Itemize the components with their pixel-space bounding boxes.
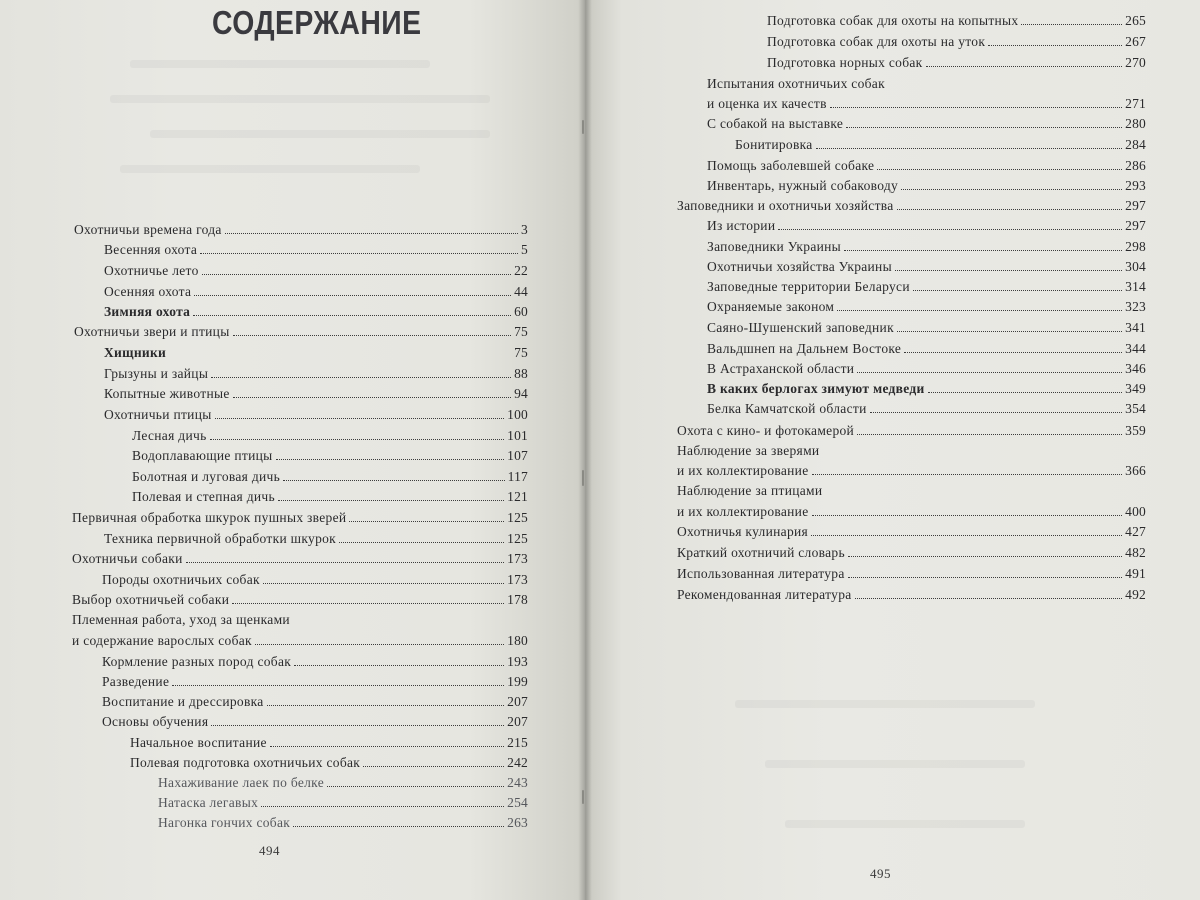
toc-entry[interactable] <box>104 284 528 299</box>
toc-entry[interactable] <box>104 242 528 257</box>
toc-entry[interactable] <box>707 96 1146 111</box>
toc-entry-title: Бонитировка <box>735 137 813 152</box>
toc-entry-title: Охотничьи времена года <box>74 222 222 237</box>
leader-dots <box>263 583 504 584</box>
toc-entry[interactable] <box>707 320 1146 335</box>
leader-dots <box>327 786 504 787</box>
toc-entry-title: Воспитание и дрессировка <box>102 694 264 709</box>
leader-dots <box>1021 24 1122 25</box>
toc-entry[interactable] <box>132 448 528 463</box>
leader-dots <box>897 209 1123 210</box>
toc-entry-page: 366 <box>1125 463 1146 478</box>
toc-entry-page: 125 <box>507 531 528 546</box>
left-page <box>0 0 585 900</box>
toc-entry-title: Охотничьи собаки <box>72 551 183 566</box>
toc-entry[interactable] <box>104 386 528 401</box>
toc-entry-page: 121 <box>507 489 528 504</box>
toc-entry[interactable] <box>707 341 1146 356</box>
leader-dots <box>812 515 1123 516</box>
toc-entry-title: Подготовка собак для охоты на уток <box>767 34 986 49</box>
toc-entry-title: Техника первичной обработки шкурок <box>104 531 337 546</box>
leader-dots <box>283 480 505 481</box>
toc-entry-page: 346 <box>1125 361 1146 376</box>
leader-dots <box>200 253 518 254</box>
leader-dots <box>225 233 518 234</box>
leader-dots <box>901 189 1122 190</box>
toc-entry[interactable] <box>677 587 1146 602</box>
leader-dots <box>232 603 504 604</box>
toc-entry[interactable] <box>158 795 528 810</box>
toc-entry[interactable] <box>72 510 528 525</box>
toc-entry-page: 117 <box>507 469 528 484</box>
toc-entry-page: 359 <box>1125 423 1146 438</box>
leader-dots <box>210 439 505 440</box>
toc-entry-title: Подготовка собак для охоты на копытных <box>767 13 1019 28</box>
toc-entry-page: 215 <box>507 735 528 750</box>
toc-entry-title: Хищники <box>104 345 167 360</box>
leader-dots <box>193 315 511 316</box>
toc-entry-title: Выбор охотничьей собаки <box>72 592 230 607</box>
toc-entry-title: Подготовка норных собак <box>767 55 923 70</box>
toc-entry[interactable] <box>707 239 1146 254</box>
toc-entry-title: С собакой на выставке <box>707 116 844 131</box>
leader-dots <box>339 542 504 543</box>
binding-stitch <box>582 790 584 804</box>
toc-entry-title: Вальдшнеп на Дальнем Востоке <box>707 341 902 356</box>
leader-dots <box>186 562 505 563</box>
toc-entry-page: 297 <box>1125 218 1146 233</box>
leader-dots <box>267 705 505 706</box>
right-page <box>585 0 1200 900</box>
toc-entry[interactable] <box>102 694 528 709</box>
leader-dots <box>844 250 1122 251</box>
toc-entry-title: Грызуны и зайцы <box>104 366 209 381</box>
toc-entry-title: Из истории <box>707 218 776 233</box>
toc-entry[interactable] <box>72 551 528 566</box>
toc-entry[interactable] <box>707 218 1146 233</box>
toc-entry-title: Копытные животные <box>104 386 230 401</box>
toc-entry[interactable] <box>104 345 528 360</box>
toc-entry-title: Весенняя охота <box>104 242 198 257</box>
toc-entry-title: Породы охотничьих собак <box>102 572 260 587</box>
leader-dots <box>211 377 511 378</box>
toc-entry-page: 100 <box>507 407 528 422</box>
toc-left <box>0 0 585 900</box>
leader-dots <box>988 45 1122 46</box>
binding-stitch <box>582 120 584 134</box>
leader-dots <box>294 665 504 666</box>
toc-entry-title: Разведение <box>102 674 170 689</box>
leader-dots <box>194 295 511 296</box>
toc-entry-page: 125 <box>507 510 528 525</box>
toc-entry[interactable] <box>132 428 528 443</box>
toc-entry-page: 344 <box>1125 341 1146 356</box>
toc-entry-page: 491 <box>1125 566 1146 581</box>
toc-entry-title: Заповедники Украины <box>707 239 842 254</box>
toc-entry-page: 341 <box>1125 320 1146 335</box>
toc-entry-title: Заповедные территории Беларуси <box>707 279 910 294</box>
toc-entry-page: 400 <box>1125 504 1146 519</box>
toc-entry-page: 304 <box>1125 259 1146 274</box>
toc-entry-page: 22 <box>514 263 528 278</box>
toc-entry[interactable] <box>130 755 528 770</box>
toc-entry-page: 173 <box>507 572 528 587</box>
toc-entry-page: 323 <box>1125 299 1146 314</box>
toc-entry-title: Начальное воспитание <box>130 735 267 750</box>
toc-entry-page: 75 <box>514 324 528 339</box>
leader-dots <box>857 434 1122 435</box>
toc-entry[interactable] <box>677 504 1146 519</box>
toc-entry-title: Водоплавающие птицы <box>132 448 273 463</box>
toc-entry-title: Осенняя охота <box>104 284 192 299</box>
toc-entry[interactable] <box>72 633 528 648</box>
toc-entry-page: 286 <box>1125 158 1146 173</box>
toc-entry[interactable] <box>677 566 1146 581</box>
toc-entry-title: Краткий охотничий словарь <box>677 545 845 560</box>
toc-entry-title: Охотничье лето <box>104 263 199 278</box>
leader-dots <box>363 766 504 767</box>
toc-entry[interactable] <box>158 815 528 830</box>
toc-entry-page: 178 <box>507 592 528 607</box>
leader-dots <box>812 474 1123 475</box>
toc-entry[interactable] <box>677 545 1146 560</box>
toc-entry[interactable] <box>72 592 528 607</box>
leader-dots <box>261 806 504 807</box>
toc-entry-page: 207 <box>507 694 528 709</box>
leader-dots <box>830 107 1122 108</box>
leader-dots <box>928 392 1123 393</box>
toc-entry[interactable] <box>74 222 528 237</box>
leader-dots <box>270 746 504 747</box>
page-number: 494 <box>259 843 280 858</box>
toc-entry-page: 193 <box>507 654 528 669</box>
toc-entry-title: Лесная дичь <box>132 428 207 443</box>
toc-entry-title: Заповедники и охотничьи хозяйства <box>677 198 894 213</box>
toc-entry-page: 270 <box>1125 55 1146 70</box>
toc-entry[interactable] <box>707 158 1146 173</box>
toc-entry-page: 5 <box>521 242 528 257</box>
toc-entry-page: 265 <box>1125 13 1146 28</box>
leader-dots <box>904 352 1122 353</box>
leader-dots <box>211 725 504 726</box>
leader-dots <box>895 270 1122 271</box>
contents-heading: СОДЕРЖАНИЕ <box>212 4 422 41</box>
toc-entry-page: 180 <box>507 633 528 648</box>
leader-dots <box>202 274 511 275</box>
toc-entry-page: 94 <box>514 386 528 401</box>
toc-entry[interactable] <box>130 735 528 750</box>
toc-entry-title: Охотничьи хозяйства Украины <box>707 259 892 274</box>
toc-entry-title: Зимняя охота <box>104 304 191 319</box>
toc-entry[interactable] <box>707 116 1146 131</box>
toc-entry[interactable] <box>158 775 528 790</box>
toc-entry-page: 297 <box>1125 198 1146 213</box>
toc-entry[interactable] <box>707 401 1146 416</box>
toc-entry-title: Белка Камчатской области <box>707 401 867 416</box>
toc-entry-title: Нагонка гончих собак <box>158 815 291 830</box>
toc-entry-title: Саяно-Шушенский заповедник <box>707 320 894 335</box>
leader-dots <box>926 66 1123 67</box>
toc-entry-title: и оценка их качеств <box>707 96 827 111</box>
toc-entry-page: 199 <box>507 674 528 689</box>
toc-entry[interactable] <box>707 259 1146 274</box>
toc-entry-page: 75 <box>514 345 528 360</box>
toc-entry-title: Использованная литература <box>677 566 845 581</box>
toc-entry[interactable] <box>74 324 528 339</box>
toc-entry-title: Основы обучения <box>102 714 209 729</box>
toc-entry-title: и их коллектирование <box>677 463 809 478</box>
toc-entry-page: 254 <box>507 795 528 810</box>
leader-dots <box>349 521 504 522</box>
toc-entry-page: 207 <box>507 714 528 729</box>
book-gutter <box>578 0 592 900</box>
toc-entry-title: Охраняемые законом <box>707 299 835 314</box>
toc-entry[interactable] <box>677 198 1146 213</box>
leader-dots <box>255 644 504 645</box>
toc-entry-title: Первичная обработка шкурок пушных зверей <box>72 510 347 525</box>
toc-entry-title: Натаска легавых <box>158 795 259 810</box>
toc-entry-page: 298 <box>1125 239 1146 254</box>
toc-entry-page: 482 <box>1125 545 1146 560</box>
leader-dots <box>897 331 1122 332</box>
toc-entry[interactable] <box>707 299 1146 314</box>
toc-entry[interactable] <box>104 366 528 381</box>
toc-entry-title: и содержание варослых собак <box>72 633 252 648</box>
leader-dots <box>846 127 1122 128</box>
toc-right <box>585 0 1200 900</box>
page-number: 495 <box>870 866 891 881</box>
toc-entry[interactable] <box>677 524 1146 539</box>
toc-entry-page: 101 <box>507 428 528 443</box>
toc-entry[interactable] <box>104 407 528 422</box>
toc-entry[interactable] <box>102 572 528 587</box>
leader-dots <box>276 459 505 460</box>
leader-dots <box>913 290 1122 291</box>
toc-entry-first-line[interactable]: Испытания охотничьих собак <box>707 76 885 91</box>
toc-entry-page: 492 <box>1125 587 1146 602</box>
toc-entry-title: и их коллектирование <box>677 504 809 519</box>
toc-entry[interactable] <box>132 469 528 484</box>
toc-entry[interactable] <box>677 423 1146 438</box>
leader-dots <box>870 412 1123 413</box>
toc-entry-title: Полевая и степная дичь <box>132 489 275 504</box>
toc-entry-page: 271 <box>1125 96 1146 111</box>
leader-dots <box>877 169 1122 170</box>
toc-entry[interactable] <box>104 263 528 278</box>
leader-dots <box>855 598 1123 599</box>
toc-entry-title: Охотничьи звери и птицы <box>74 324 230 339</box>
toc-entry-page: 3 <box>521 222 528 237</box>
leader-dots <box>233 397 511 398</box>
toc-entry-title: Полевая подготовка охотничьих собак <box>130 755 361 770</box>
toc-entry[interactable] <box>767 13 1146 28</box>
leader-dots <box>811 535 1122 536</box>
leader-dots <box>816 148 1123 149</box>
toc-entry-title: Инвентарь, нужный собаководу <box>707 178 899 193</box>
toc-entry[interactable] <box>707 381 1146 396</box>
toc-entry[interactable] <box>104 531 528 546</box>
leader-dots <box>848 577 1123 578</box>
leader-dots <box>293 826 504 827</box>
toc-entry[interactable] <box>677 463 1146 478</box>
toc-entry-page: 314 <box>1125 279 1146 294</box>
toc-entry-title: Охотничья кулинария <box>677 524 809 539</box>
toc-entry-page: 280 <box>1125 116 1146 131</box>
leader-dots <box>278 500 504 501</box>
toc-entry-title: Помощь заболевшей собаке <box>707 158 875 173</box>
toc-entry-title: Нахаживание лаек по белке <box>158 775 324 790</box>
toc-entry-title: Кормление разных пород собак <box>102 654 292 669</box>
toc-entry-title: Охотничьи птицы <box>104 407 212 422</box>
toc-entry-page: 173 <box>507 551 528 566</box>
toc-entry-title: Болотная и луговая дичь <box>132 469 281 484</box>
toc-entry-page: 44 <box>514 284 528 299</box>
toc-entry-page: 293 <box>1125 178 1146 193</box>
toc-entry[interactable] <box>767 34 1146 49</box>
toc-entry-page: 88 <box>514 366 528 381</box>
toc-entry[interactable] <box>707 178 1146 193</box>
toc-entry-page: 107 <box>507 448 528 463</box>
leader-dots <box>857 372 1122 373</box>
toc-entry-title: Рекомендованная литература <box>677 587 852 602</box>
leader-dots <box>837 310 1122 311</box>
toc-entry-page: 242 <box>507 755 528 770</box>
toc-entry-title: В каких берлогах зимуют медведи <box>707 381 925 396</box>
leader-dots <box>233 335 512 336</box>
toc-entry-page: 284 <box>1125 137 1146 152</box>
toc-entry-title: В Астраханской области <box>707 361 855 376</box>
toc-entry[interactable] <box>132 489 528 504</box>
toc-entry-page: 354 <box>1125 401 1146 416</box>
toc-entry-page: 60 <box>514 304 528 319</box>
toc-entry[interactable] <box>102 674 528 689</box>
binding-stitch <box>582 470 584 486</box>
toc-entry[interactable] <box>707 361 1146 376</box>
toc-entry[interactable] <box>102 654 528 669</box>
toc-entry[interactable] <box>707 279 1146 294</box>
leader-dots <box>848 556 1122 557</box>
leader-dots <box>215 418 505 419</box>
toc-entry-first-line[interactable]: Наблюдение за зверями <box>677 443 820 458</box>
leader-dots <box>172 685 504 686</box>
toc-entry-title: Охота с кино- и фотокамерой <box>677 423 855 438</box>
toc-entry[interactable] <box>104 304 528 319</box>
toc-entry-first-line[interactable]: Наблюдение за птицами <box>677 483 823 498</box>
toc-entry-page: 349 <box>1125 381 1146 396</box>
leader-dots <box>778 229 1122 230</box>
toc-entry[interactable] <box>735 137 1146 152</box>
toc-entry-page: 427 <box>1125 524 1146 539</box>
toc-entry-first-line[interactable]: Племенная работа, уход за щенками <box>72 612 290 627</box>
toc-entry-page: 263 <box>507 815 528 830</box>
toc-entry-page: 243 <box>507 775 528 790</box>
toc-entry[interactable] <box>102 714 528 729</box>
toc-entry[interactable] <box>767 55 1146 70</box>
toc-entry-page: 267 <box>1125 34 1146 49</box>
